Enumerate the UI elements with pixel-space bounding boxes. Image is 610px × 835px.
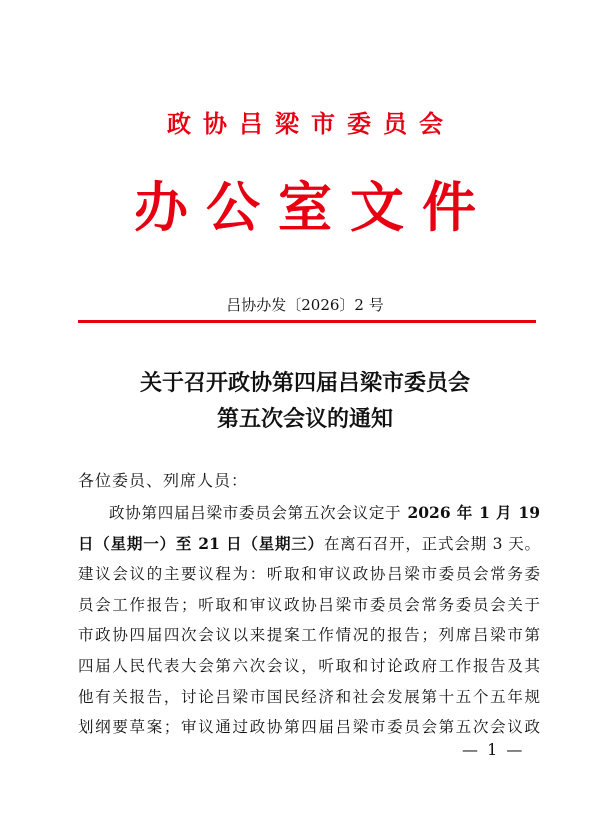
issuing-organization: 政协吕梁市委员会 (167, 109, 455, 138)
body-text: 在离石召开，正式会期 3 天。 (323, 534, 540, 553)
salutation: 各位委员、列席人员： (78, 471, 249, 490)
body-line: 员会工作报告；听取和审议政协吕梁市委员会常务委员会关于 (78, 595, 540, 614)
notice-title-line-1: 关于召开政协第四届吕梁市委员会 (139, 371, 470, 396)
body-text: 政协第四届吕梁市委员会第五次会议定于 (109, 504, 402, 522)
notice-title-line-2: 第五次会议的通知 (216, 407, 393, 432)
body-line: 他有关报告，讨论吕梁市国民经济和社会发展第十五个五年规 (78, 687, 540, 706)
notice-title (0, 366, 610, 438)
document-type-heading: 办公室文件 (134, 175, 494, 239)
notice-body (78, 498, 540, 743)
document-number: 吕协办发〔2026〕2 号 (226, 296, 384, 314)
meeting-start-date: 2026 年 1 月 19 (401, 503, 540, 522)
body-line: 划纲要草案；审议通过政协第四届吕梁市委员会第五次会议政 (78, 718, 540, 737)
meeting-date-range: 日（星期一）至 21 日（星期三） (78, 533, 324, 553)
red-divider-line (78, 320, 536, 323)
body-line: 市政协四届四次会议以来提案工作情况的报告；列席吕梁市第 (78, 626, 540, 645)
body-line (78, 498, 540, 529)
page-number: — 1 — (462, 740, 525, 759)
body-line: 四届人民代表大会第六次会议，听取和讨论政府工作报告及其 (78, 656, 540, 675)
body-line (78, 529, 540, 560)
body-line: 建议会议的主要议程为：听取和审议政协吕梁市委员会常务委 (78, 565, 540, 584)
